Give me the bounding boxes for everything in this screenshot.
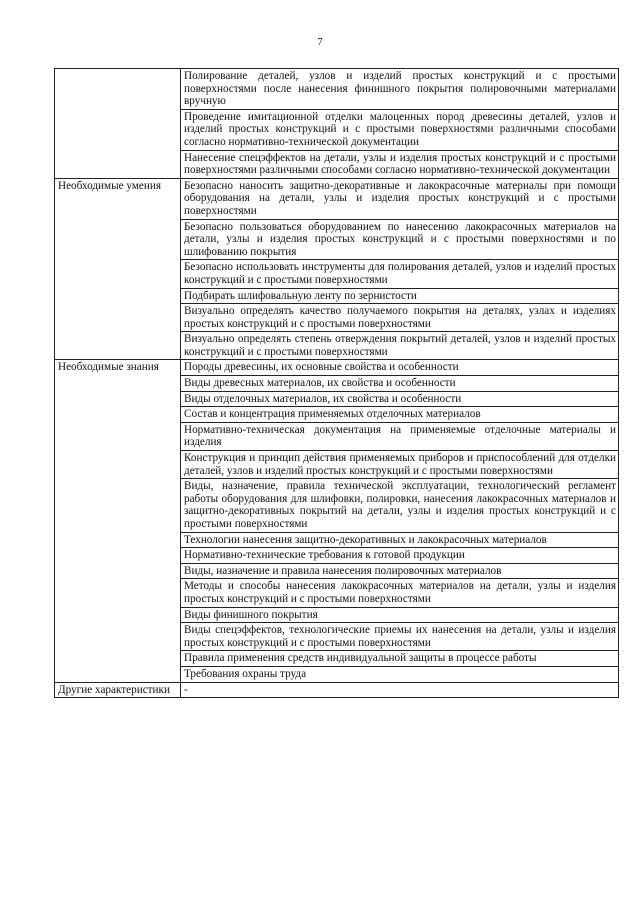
page-number: 7 (317, 36, 323, 48)
table-row (55, 682, 619, 698)
requirement-item: Подбирать шлифовальную ленту по зернистости (181, 288, 619, 304)
requirement-item: Требования охраны труда (181, 666, 619, 682)
requirement-item: Визуально определять качество получаемого покрытия на деталях, узлах и изделиях простых конструкций и с простыми поверхностями (181, 304, 619, 332)
requirement-item: Полирование деталей, узлов и изделий простых конструкций и с простыми поверхностями после нанесения финишного покрытия полировочными материалами вручную (181, 69, 619, 110)
section-label: Другие характеристики (55, 682, 181, 698)
section-label: Необходимые знания (55, 360, 181, 682)
requirement-item: Виды отделочных материалов, их свойства и особенности (181, 391, 619, 407)
requirement-item: Виды древесных материалов, их свойства и особенности (181, 376, 619, 392)
requirement-item: Методы и способы нанесения лакокрасочных материалов на детали, узлы и изделия простых конструкций и с простыми поверхностями (181, 579, 619, 607)
requirement-item: Виды финишного покрытия (181, 607, 619, 623)
requirement-item: Нормативно-технические требования к готовой продукции (181, 548, 619, 564)
requirement-item: Нормативно-техническая документация на применяемые отделочные материалы и изделия (181, 422, 619, 450)
table-row (55, 360, 619, 376)
requirement-item: Визуально определять степень отверждения покрытий деталей, узлов и изделий простых конструкций и с простыми поверхностями (181, 332, 619, 360)
characteristics-table-body (55, 69, 619, 698)
requirement-item: Нанесение спецэффектов на детали, узлы и изделия простых конструкций и с простыми поверхностями различными способами согласно нормативно-технической документации (181, 150, 619, 178)
requirement-item: Виды спецэффектов, технологические приемы их нанесения на детали, узлы и изделия простых конструкций и с простыми поверхностями (181, 623, 619, 651)
characteristics-table (54, 68, 619, 698)
requirement-item: Безопасно пользоваться оборудованием по нанесению лакокрасочных материалов на детали, узлы и изделия простых конструкций и с простыми поверхностями и по шлифованию покрытия (181, 219, 619, 260)
requirement-item: Безопасно наносить защитно-декоративные и лакокрасочные материалы при помощи оборудования на детали, узлы и изделия простых конструкций и с простыми поверхностями (181, 178, 619, 219)
requirement-item: Проведение имитационной отделки малоценных пород древесины деталей, узлов и изделий простых конструкций и с простыми поверхностями различными способами согласно нормативно-технической документации (181, 109, 619, 150)
requirement-item: Породы древесины, их основные свойства и особенности (181, 360, 619, 376)
requirement-item: Виды, назначение и правила нанесения полировочных материалов (181, 563, 619, 579)
table-row (55, 69, 619, 110)
table-row (55, 178, 619, 219)
section-label (55, 69, 181, 179)
requirement-item: Правила применения средств индивидуальной защиты в процессе работы (181, 651, 619, 667)
requirement-item: Технологии нанесения защитно-декоративных и лакокрасочных материалов (181, 532, 619, 548)
requirement-item: Конструкция и принцип действия применяемых приборов и приспособлений для отделки деталей, узлов и изделий простых конструкций и с простыми поверхностями (181, 451, 619, 479)
requirement-item: Виды, назначение, правила технической эксплуатации, технологический регламент работы оборудования для шлифовки, полировки, нанесения лакокрасочных материалов и защитно-декоративных покрытий на детали, узлы и изделия простых конструкций и с простыми поверхностями (181, 479, 619, 532)
requirement-item: Состав и концентрация применяемых отделочных материалов (181, 407, 619, 423)
requirement-item: Безопасно использовать инструменты для полирования деталей, узлов и изделий простых конструкций и с простыми поверхностями (181, 260, 619, 288)
section-label: Необходимые умения (55, 178, 181, 360)
requirement-item: - (181, 682, 619, 698)
